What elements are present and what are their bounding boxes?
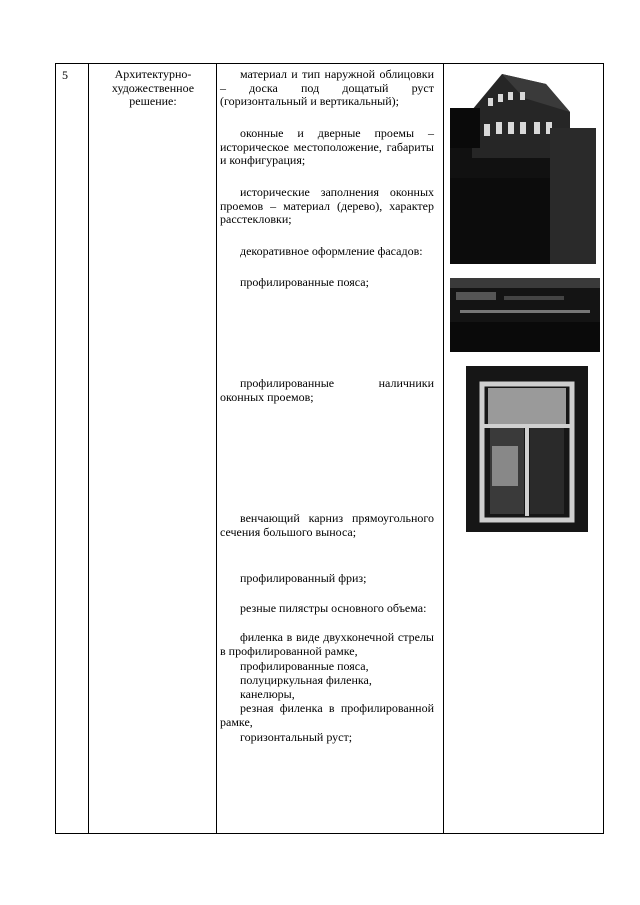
column-divider-2 xyxy=(216,64,217,833)
window-architrave-photo xyxy=(466,366,588,532)
sub-item-rustication: горизонтальный руст; xyxy=(240,730,353,744)
sub-item-flutes: канелюры, xyxy=(240,687,295,701)
building-facade-image xyxy=(450,68,596,264)
building-facade-photo xyxy=(450,68,596,264)
item-cornice: венчающий карниз прямоугольного сечения большого выноса; xyxy=(220,511,434,539)
belt-detail-photo xyxy=(450,278,600,352)
item-openings: оконные и дверные проемы – историческое местоположение, габариты и конфигурация; xyxy=(220,126,434,167)
item-frieze: профилированный фриз; xyxy=(240,571,367,585)
column-divider-1 xyxy=(88,64,89,833)
item-cladding: материал и тип наружной облицовки – доска под дощатый руст (горизонтальный и вертикальный); xyxy=(220,67,434,108)
item-facade-decor: декоративное оформление фасадов: xyxy=(240,244,423,258)
column-divider-3 xyxy=(443,64,444,833)
sub-item-semicircle-panel: полуциркульная филенка, xyxy=(240,673,372,687)
item-architraves: профилированные наличники оконных проемов; xyxy=(220,376,434,404)
item-pilasters: резные пилястры основного объема: xyxy=(240,601,427,615)
belt-detail-image xyxy=(450,278,600,352)
row-category: Архитектурно-художественное решение: xyxy=(111,67,195,108)
sub-item-belts: профилированные пояса, xyxy=(240,659,369,673)
window-architrave-image xyxy=(466,366,588,532)
sub-item-arrow-panel: филенка в виде двухконечной стрелы в профилированной рамке, xyxy=(220,630,434,658)
item-window-fillings: исторические заполнения оконных проемов – материал (дерево), характер расстекловки; xyxy=(220,185,434,226)
sub-item-carved-panel: резная филенка в профилированной рамке, xyxy=(220,701,434,729)
item-belts: профилированные пояса; xyxy=(240,275,369,289)
attributes-table xyxy=(55,63,604,834)
row-number: 5 xyxy=(62,68,68,82)
